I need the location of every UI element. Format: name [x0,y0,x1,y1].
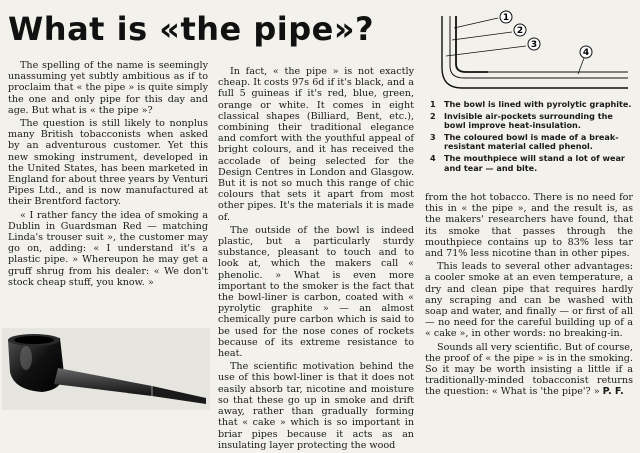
callout-number: 2 [430,110,436,121]
pipe-cross-section-diagram [428,6,634,98]
paragraph: The spelling of the name is seemingly unassuming yet subtly ambitious as if to proclaim that « the pipe » is quite simply the one and only pipe for this day and age. But what is « the pipe »? [8,60,208,116]
paragraph: from the hot tobacco. There is no need for this in « the pipe », and the result is, as the makers' researchers have found, that its smoke that passes through the mouthpiece contains up to 83% less tar and 71% less nicotine than in other pipes. [425,192,633,260]
diagram-label-4: 4 [582,48,590,58]
paragraph: In fact, « the pipe » is not exactly cheap. It costs 97s 6d if it's black, and a full 5 guineas if it's red, blue, green, orange or white. It comes in eight classical shapes (Billiard, Bent, etc.), combining their traditional elegance and comfort with the youthful appeal of bright colours, and it has received the accolade of being selected for the Design Centres in London and Glasgow. But it is not so much this range of chic colours that sets it apart from most other pipes. It's the materials it is made of. [218,66,414,223]
column-2 [218,66,414,453]
paragraph-text: Sounds all very scientific. But of course, the proof of « the pipe » is in the smoking. So it may be worth insisting a little if a traditionally-minded tobacconist returns the question: « What is 'the pipe'? » [425,341,633,398]
paragraph: The outside of the bowl is indeed plastic, but a particularly sturdy substance, pleasant to touch and to look at, which the makers call « phenolic. » What is even more important to the smoker is the fact that the bowl-liner is carbon, coated with « pyrolytic graphite » — an almost chemically pure carbon which is said to be used for the nose cones of rockets because of its extreme resistance to heat. [218,224,414,360]
pipe-photo [2,328,210,410]
diagram-callouts [430,100,634,175]
diagram-label-1: 1 [502,13,510,23]
callout-number: 3 [430,131,436,142]
callout-item [430,100,634,110]
callout-text: Invisible air-pockets surrounding the bowl improve heat-insulation. [444,110,613,131]
paragraph: This leads to several other advantages: a cooler smoke at an even temperature, a dry and clean pipe that requires hardly any scraping and can be washed with soap and water, and finally — or first of all — no need for the careful building up of a « cake », in other words: no breaking-in. [425,261,633,340]
callout-item [430,112,634,131]
callout-number: 1 [430,99,436,109]
callout-item [430,133,634,152]
column-3 [425,192,633,400]
headline: What is «the pipe»? [8,10,375,48]
paragraph: « I rather fancy the idea of smoking a Dublin in Guardsman Red — matching Linda's trouser suit », the customer may go on, adding: « I understand it's a plastic pipe. » Whereupon he may get a gruff shrug from his dealer: « We don't stock cheap stuff, you know. » [8,209,208,288]
paragraph [425,342,633,398]
callout-text: The coloured bowl is made of a break-resistant material called phenol. [444,131,619,152]
callout-item [430,154,634,173]
column-1 [8,60,208,290]
callout-text: The bowl is lined with pyrolytic graphite. [444,99,632,109]
callout-number: 4 [430,152,436,163]
diagram-label-2: 2 [516,26,524,36]
signature: P. F. [602,386,624,398]
paragraph: The question is still likely to nonplus many British tobacconists when asked by an adventurous customer. Yet this new smoking instrument, developed in the United States, has been marketed in England for about three years by Venturi Pipes Ltd., and is now manufactured at their Brentford factory. [8,118,208,208]
diagram-label-3: 3 [530,40,538,50]
paragraph: The scientific motivation behind the use of this bowl-liner is that it does not easily absorb tar, nicotine and moisture so that these go up in smoke and drift away, rather than gradually forming that « cake » which is so important in briar pipes because it acts as an insulating layer protecting the wood [218,361,414,451]
callout-text: The mouthpiece will stand a lot of wear and tear — and bite. [444,152,625,173]
